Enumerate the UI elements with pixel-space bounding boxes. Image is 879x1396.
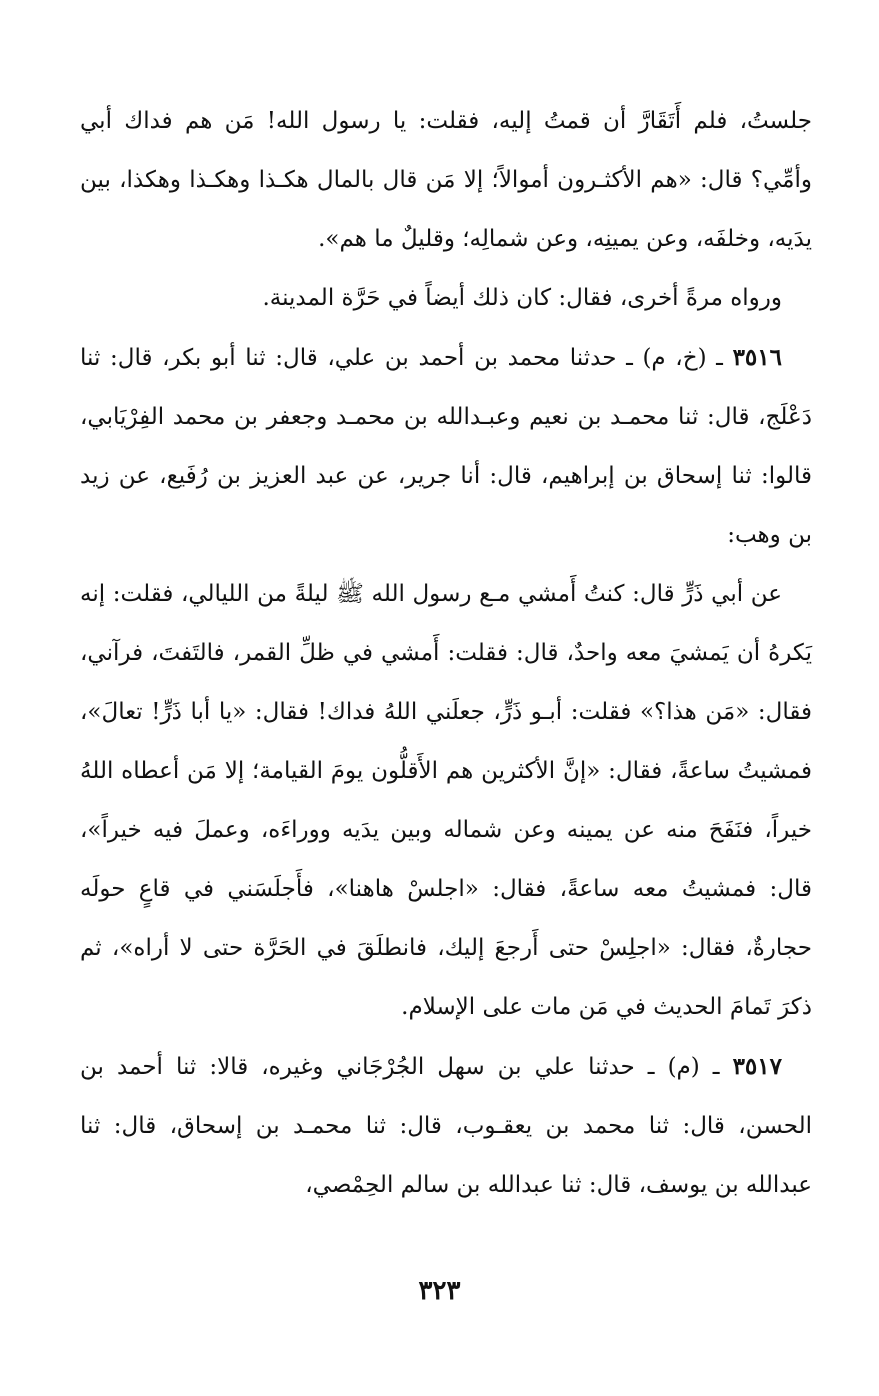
paragraph-text: عن أبي ذَرٍّ قال: كنتُ أَمشي مـع رسول الله ﷺ ليلةً من الليالي، فقلت: إنه يَكرهُ أن يَمشيَ معه واحدٌ، قال: فقلت: أَمشي في ظلِّ القمر، فالتَفتَ، فرآني، فقال: «مَن هذا؟» فقلت: أبـو ذَرٍّ، جعلَني اللهُ فداك! فقال: «يا أبا ذَرٍّ! تعالَ»، فمشيتُ ساعةً، فقال: «إنَّ الأكثرين هم الأَقلُّون يومَ القيامة؛ إلا مَن أعطاه اللهُ خيراً، فنَفَحَ منه عن يمينه وعن شماله وبين يدَيه ووراءَه، وعملَ فيه خيراً»، قال: فمشيتُ معه ساعةً، فقال: «اجلسْ هاهنا»، فأَجلَسَني في قاعٍ حولَه حجارةٌ، فقال: «اجلِسْ حتى أَرجعَ إليك، فانطلَقَ في الحَرَّة حتى لا أراه»، ثم ذكرَ تَمامَ الحديث في مَن مات على الإسلام. — [80, 581, 812, 1020]
paragraph-text: ـ (م) ـ حدثنا علي بن سهل الجُرْجَاني وغيره، قالا: ثنا أحمد بن الحسن، قال: ثنا محمد بن يعقـوب، قال: ثنا محمـد بن إسحاق، قال: ثنا عبدالله بن يوسف، قال: ثنا عبدالله بن سالم الحِمْصي، — [80, 1054, 812, 1198]
paragraph-text: ـ (خ، م) ـ حدثنا محمد بن أحمد بن علي، قال: ثنا أبو بكر، قال: ثنا دَعْلَج، قال: ثنا محمـد بن نعيم وعبـدالله بن محمـد وجعفر بن محمد الفِرْيَابي، قالوا: ثنا إسحاق بن إبراهيم، قال: أنا جرير، عن عبد العزيز بن رُفَيع، عن زيد بن وهب: — [80, 345, 812, 548]
page-number: ٣٢٣ — [418, 1276, 461, 1306]
paragraph-text: ورواه مرةً أخرى، فقال: كان ذلك أيضاً في حَرَّة المدينة. — [262, 285, 782, 311]
paragraph-text: جلستُ، فلم أَتَقَارَّ أن قمتُ إليه، فقلت: يا رسول الله! مَن هم فداك أبي وأمِّي؟ قال: «هم الأكثـرون أموالاً؛ إلا مَن قال بالمال هكـذا وهكـذا وهكذا، بين يدَيه، وخلفَه، وعن يمينِه، وعن شمالِه؛ وقليلٌ ما هم». — [80, 108, 812, 252]
hadith-matn-3516 — [80, 565, 812, 1037]
page-body — [80, 92, 812, 1215]
hadith-number: ٣٥١٦ — [732, 344, 782, 371]
hadith-isnad-3517 — [80, 1037, 812, 1215]
paragraph-alt-narration — [80, 269, 812, 328]
hadith-number: ٣٥١٧ — [732, 1053, 782, 1080]
paragraph-continuation — [80, 92, 812, 269]
hadith-isnad-3516 — [80, 328, 812, 565]
